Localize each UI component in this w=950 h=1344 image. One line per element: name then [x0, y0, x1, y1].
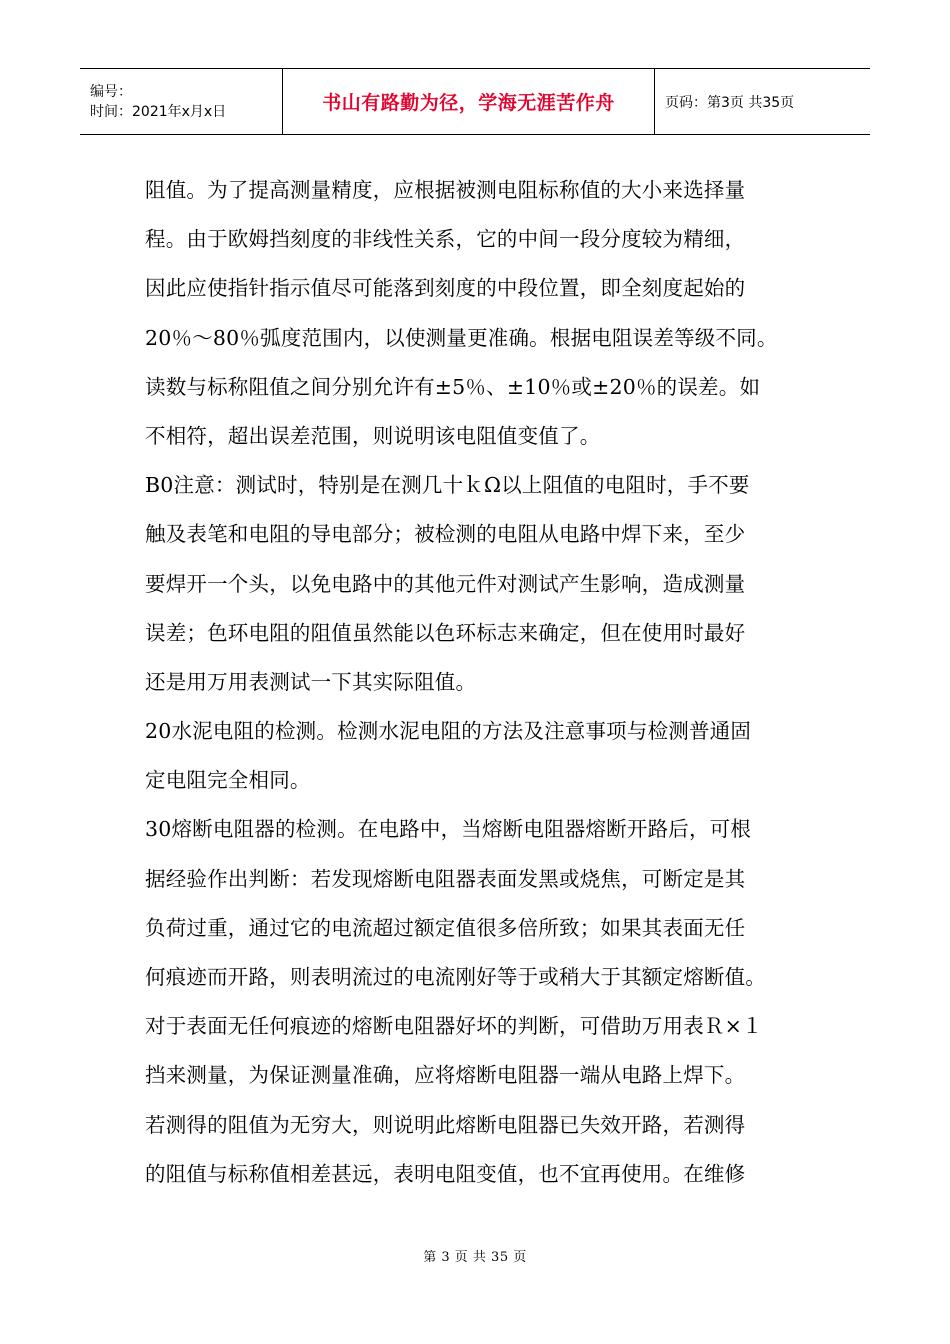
body-line: 何痕迹而开路，则表明流过的电流刚好等于或稍大于其额定熔断值。 [145, 965, 766, 989]
body-line: 读数与标称阻值之间分别允许有±5％、±10％或±20％的误差。如 [145, 374, 761, 399]
body-line: 要焊开一个头，以免电路中的其他元件对测试产生影响，造成测量 [145, 571, 746, 596]
body-line: 20％～80％弧度范围内，以使测量更准确。根据电阻误差等级不同。 [145, 325, 778, 350]
body-line: 还是用万用表测试一下其实际阻值。 [145, 669, 477, 694]
document-date: 时间：2021年x月x日 [90, 103, 227, 120]
body-line: 的阻值与标称值相差甚远，表明电阻变值，也不宜再使用。在维修 [145, 1161, 746, 1186]
body-line: 若测得的阻值为无穷大，则说明此熔断电阻器已失效开路，若测得 [145, 1112, 746, 1137]
document-number: 编号： [90, 83, 132, 100]
body-line: 因此应使指针指示值尽可能落到刻度的中段位置，即全刻度起始的 [145, 276, 746, 301]
page-header [80, 68, 870, 135]
body-line: 触及表笔和电阻的导电部分；被检测的电阻从电路中焊下来，至少 [145, 522, 746, 547]
body-line: 据经验作出判断：若发现熔断电阻器表面发黑或烧焦，可断定是其 [145, 866, 746, 891]
body-line: 30熔断电阻器的检测。在电路中，当熔断电阻器熔断开路后，可根 [145, 817, 752, 842]
header-page-info [655, 69, 870, 134]
body-line: B0注意：测试时，特别是在测几十ｋΩ以上阻值的电阻时，手不要 [145, 473, 750, 498]
header-meta [80, 69, 283, 134]
body-line: 不相符，超出误差范围，则说明该电阻值变值了。 [145, 423, 601, 448]
body-line: 挡来测量，为保证测量准确，应将熔断电阻器一端从电路上焊下。 [145, 1063, 746, 1088]
body-line: 对于表面无任何痕迹的熔断电阻器好坏的判断，可借助万用表Ｒ×１ [145, 1014, 763, 1039]
body-line: 误差；色环电阻的阻值虽然能以色环标志来确定，但在使用时最好 [145, 620, 746, 645]
motto-text: 书山有路勤为径，学海无涯苦作舟 [322, 92, 615, 114]
body-line: 阻值。为了提高测量精度，应根据被测电阻标称值的大小来选择量 [145, 178, 746, 202]
body-line: 20水泥电阻的检测。检测水泥电阻的方法及注意事项与检测普通固 [145, 719, 752, 744]
document-body [145, 166, 810, 1199]
body-line: 负荷过重，通过它的电流超过额定值很多倍所致；如果其表面无任 [145, 915, 746, 940]
body-line: 程。由于欧姆挡刻度的非线性关系，它的中间一段分度较为精细， [145, 227, 746, 252]
footer-page-number: 第 3 页 共 35 页 [423, 1250, 527, 1265]
header-motto [283, 69, 655, 134]
header-page-number: 页码：第3页 共35页 [665, 94, 795, 111]
page-footer [0, 1246, 950, 1265]
body-line: 定电阻完全相同。 [145, 768, 311, 793]
